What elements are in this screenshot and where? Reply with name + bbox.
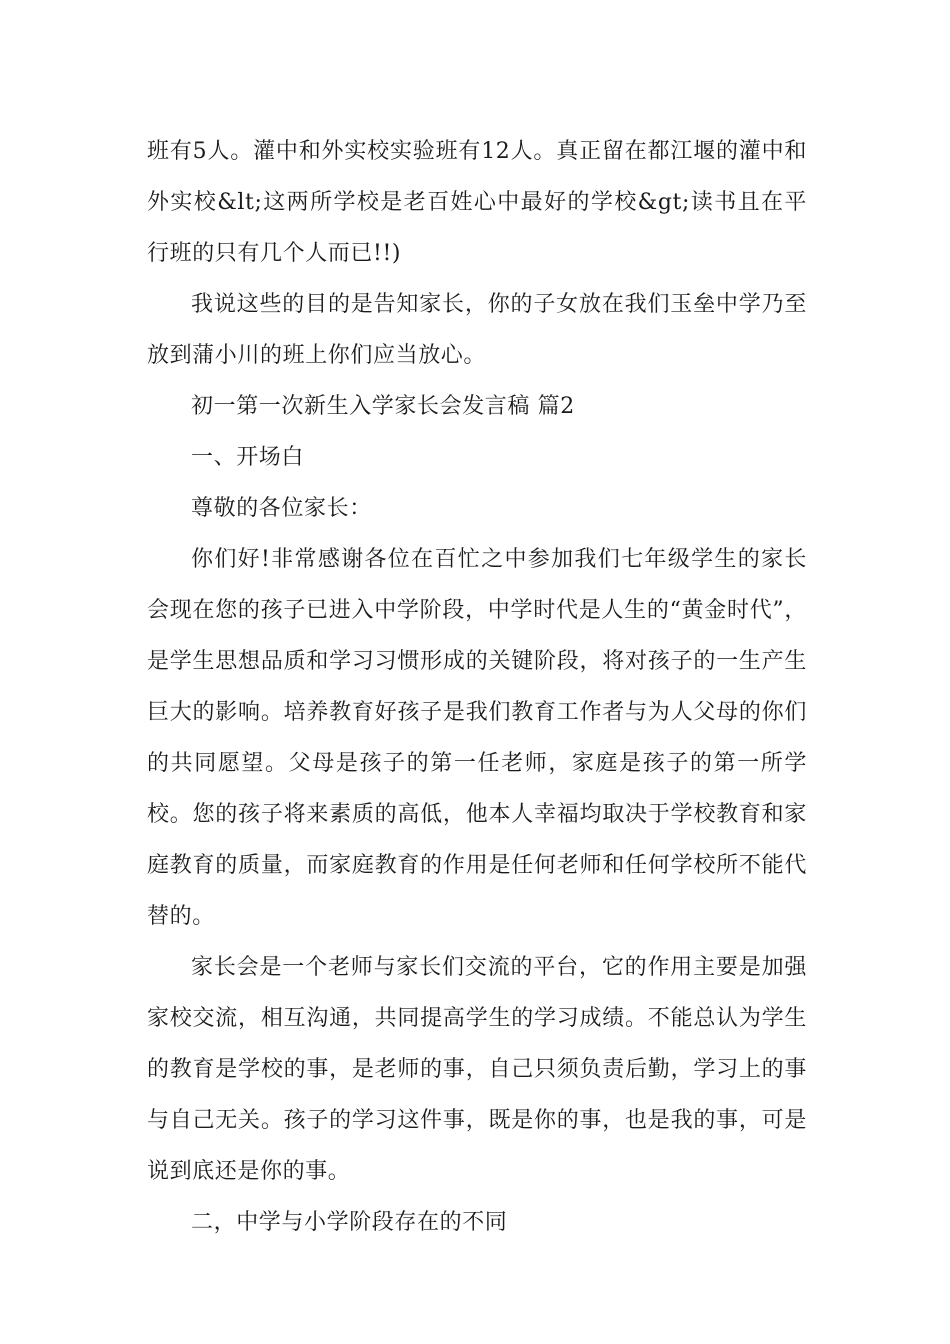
salutation: 尊敬的各位家长：	[191, 496, 372, 521]
section-title: 初一第一次新生入学家长会发言稿 篇2	[191, 394, 575, 419]
paragraph-greeting: 你们好!非常感谢各位在百忙之中参加我们七年级学生的家长会现在您的孩子已进入中学阶段，中学时代是人生的“黄金时代”，是学生思想品质和学习习惯形成的关键阶段，将对孩子的一生产生巨大的影响。培养教育好孩子是我们教育工作者与为人父母的你们的共同愿望。父母是孩子的第一任老师，家庭是孩子的第一所学校。您的孩子将来素质的高低，他本人幸福均取决于学校教育和家庭教育的质量，而家庭教育的作用是任何老师和任何学校所不能代替的。	[147, 547, 807, 929]
paragraph-meeting-purpose: 家长会是一个老师与家长们交流的平台，它的作用主要是加强家校交流，相互沟通，共同提高学生的学习成绩。不能总认为学生的教育是学校的事，是老师的事，自己只须负责后勤，学习上的事与自己无关。孩子的学习这件事，既是你的事，也是我的事，可是说到底还是你的事。	[147, 955, 807, 1184]
subheading-differences: 二，中学与小学阶段存在的不同	[191, 1210, 508, 1235]
paragraph-continuation: 班有5人。灌中和外实校实验班有12人。真正留在都江堰的灌中和外实校&lt;这两所学校是老百姓心中最好的学校&gt;读书且在平行班的只有几个人而已!!)	[147, 139, 807, 266]
document-body	[147, 126, 807, 1248]
paragraph-reassurance: 我说这些的目的是告知家长，你的子女放在我们玉垒中学乃至放到蒲小川的班上你们应当放心。	[147, 292, 807, 368]
subheading-opening: 一、开场白	[191, 445, 305, 470]
